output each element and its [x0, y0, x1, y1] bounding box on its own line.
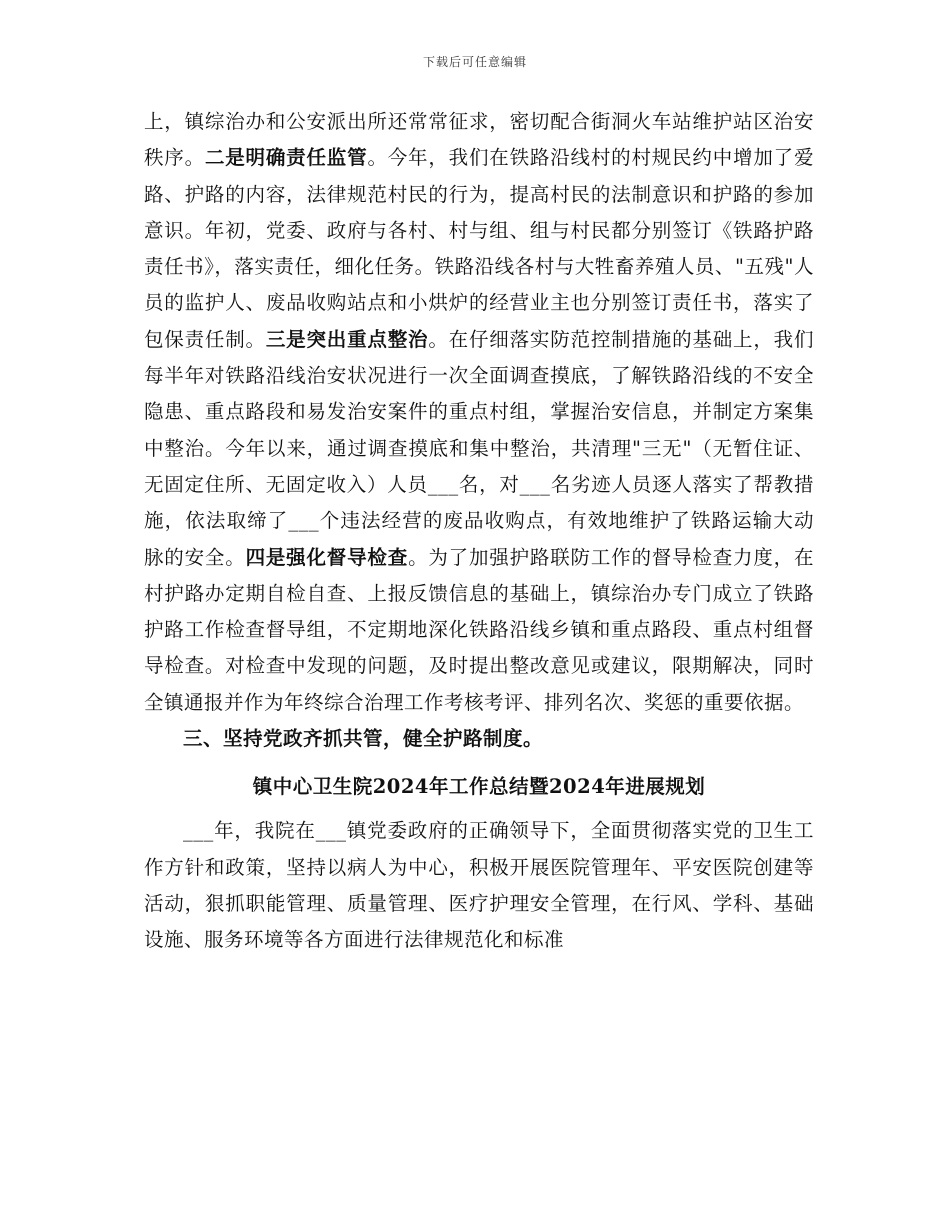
bold-phrase: 三是突出重点整治	[265, 327, 429, 351]
paragraph-text: 。在仔细落实防范控制措施的基础上，我们每半年对铁路沿线治安状况进行一次全面调查摸底，了解铁路沿线的不安全隐患、重点路段和易发治安案件的重点村组，掌握治安信息，并制定方案集中整治。今年以来，通过调查摸底和集中整治，共清理"三无"（无暂住证、无固定住所、无固定收入）人员___名，对___名劣迹人员逐人落实了帮教措施，依法取缔了___个违法经营的废品收购点，有效地维护了铁路运输大动脉的安全。	[144, 327, 814, 569]
body-paragraph: ___年，我院在___镇党委政府的正确领导下，全面贯彻落实党的卫生工作方针和政策，坚持以病人为中心，积极开展医院管理年、平安医院创建等活动，狠抓职能管理、质量管理、医疗护理安全管理，在行风、学科、基础设施、服务环境等各方面进行法律规范化和标准	[144, 819, 814, 952]
section-heading: 三、坚持党政齐抓共管，健全护路制度。	[183, 727, 544, 751]
document-body	[144, 104, 814, 959]
page-header: 下载后可任意编辑	[422, 55, 527, 69]
paragraph-text: 。今年，我们在铁路沿线村的村规民约中增加了爱路、护路的内容，法律规范村民的行为，提高村民的法制意识和护路的参加意识。年初，党委、政府与各村、村与组、组与村民都分别签订《铁路护路责任书》，落实责任，细化任务。铁路沿线各村与大牲畜养殖人员、"五残"人员的监护人、废品收购站点和小烘炉的经营业主也分别签订责任书，落实了包保责任制。	[144, 146, 814, 351]
paragraph-text: 。为了加强护路联防工作的督导检查力度，在村护路办定期自检自查、上报反馈信息的基础上，镇综治办专门成立了铁路护路工作检查督导组，不定期地深化铁路沿线乡镇和重点路段、重点村组督导检查。对检查中发现的问题，及时提出整改意见或建议，限期解决，同时全镇通报并作为年终综合治理工作考核考评、排列名次、奖惩的重要依据。	[144, 545, 814, 714]
paragraph-text: 上，镇综治办和公安派出所还常常征求，密切配合街洞火车站维护站区治安秩序。	[144, 110, 814, 170]
bold-phrase: 二是明确责任监管	[204, 146, 368, 170]
document-title: 镇中心卫生院2024年工作总结暨2024年进展规划	[252, 775, 706, 799]
bold-phrase: 四是强化督导检查	[245, 545, 409, 569]
body-paragraph	[144, 104, 814, 721]
